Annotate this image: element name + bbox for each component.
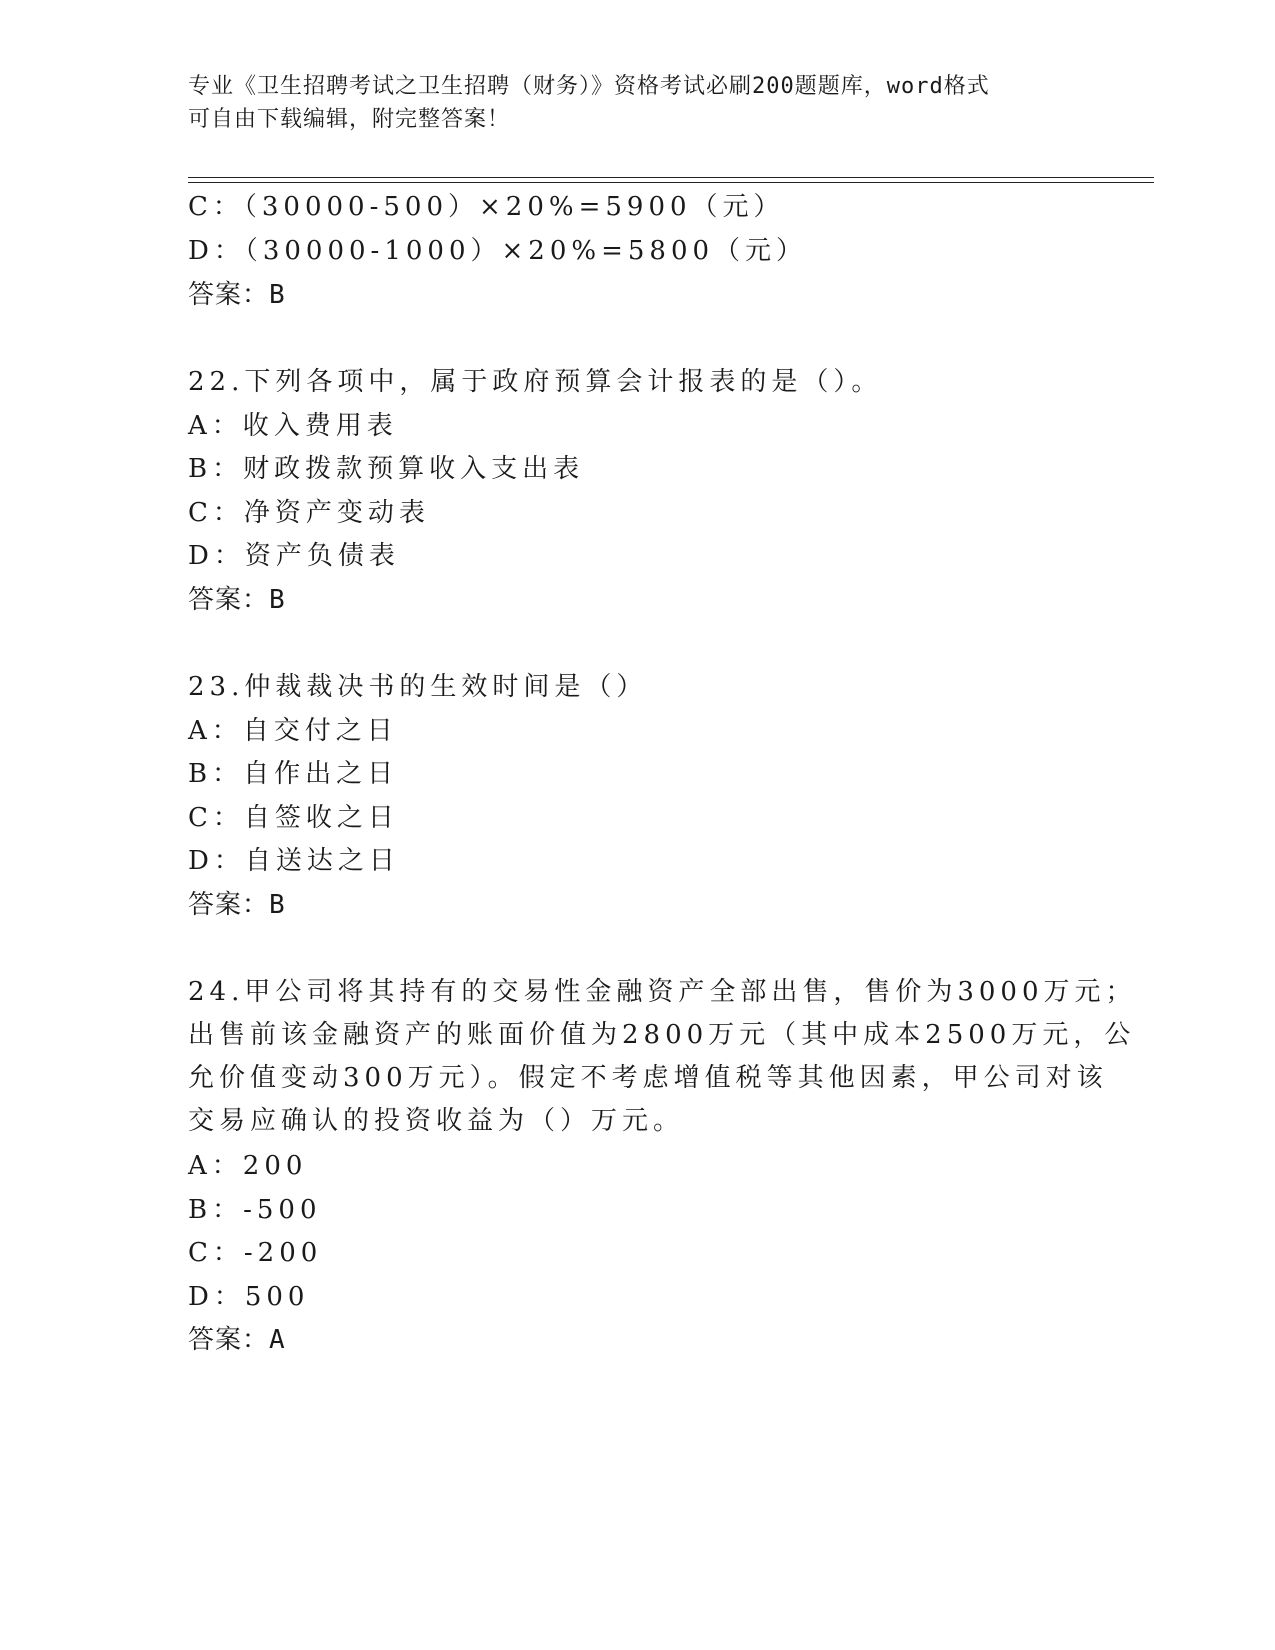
question-stem: 允价值变动300万元）。假定不考虑增值税等其他因素，甲公司对该 [188,1063,1108,1093]
answer-value: B [269,280,286,310]
option-line: A：200 [188,1151,308,1181]
option-line: C：净资产变动表 [188,498,430,528]
answer-line [188,884,286,921]
option-line: B：-500 [188,1195,322,1225]
answer-value: B [269,585,286,615]
option-line: C：自签收之日 [188,803,399,833]
header-line-2: 可自由下载编辑，附完整答案！ [188,107,511,132]
option-line: D：（30000-1000）×20%=5800（元） [188,236,808,266]
answer-label: 答案： [188,585,270,615]
answer-value: B [269,890,286,920]
answer-line [188,274,286,311]
option-line: D：自送达之日 [188,846,400,876]
document-header [188,70,1068,136]
answer-line [188,579,286,616]
answer-line [188,1319,286,1356]
option-line: A：收入费用表 [188,411,398,441]
header-divider-top [188,177,1154,178]
header-divider-bottom [188,182,1154,183]
question-stem: 23.仲裁裁决书的生效时间是（） [188,672,648,702]
question-stem: 交易应确认的投资收益为（）万元。 [188,1106,685,1136]
option-line: D：500 [188,1282,310,1312]
header-line-1: 专业《卫生招聘考试之卫生招聘（财务）》资格考试必刷200题题库，word格式 [188,74,990,99]
question-stem: 出售前该金融资产的账面价值为2800万元（其中成本2500万元，公 [188,1020,1136,1050]
option-line: B：财政拨款预算收入支出表 [188,454,585,484]
option-line: C：-200 [188,1238,323,1268]
answer-value: A [269,1325,286,1355]
answer-label: 答案： [188,890,270,920]
answer-label: 答案： [188,280,270,310]
option-line: C：（30000-500）×20%=5900（元） [188,192,785,222]
option-line: A：自交付之日 [188,716,398,746]
option-line: B：自作出之日 [188,759,399,789]
question-stem: 22.下列各项中，属于政府预算会计报表的是（）。 [188,367,883,397]
answer-label: 答案： [188,1325,270,1355]
option-line: D：资产负债表 [188,541,400,571]
question-stem: 24.甲公司将其持有的交易性金融资产全部出售，售价为3000万元； [188,977,1137,1007]
